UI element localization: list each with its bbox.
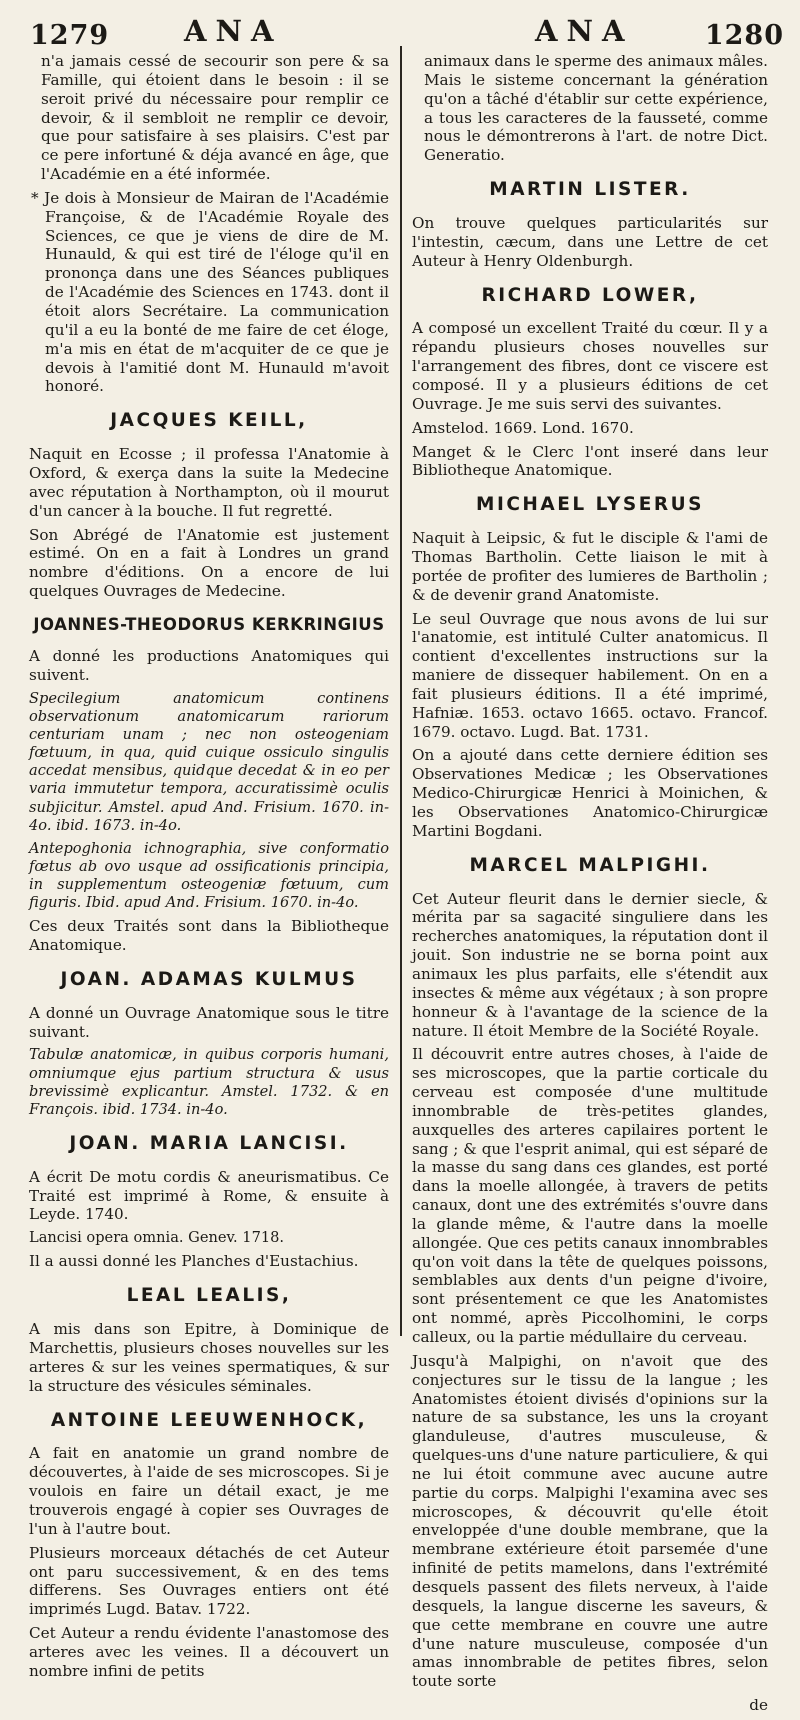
entry-paragraph: Amstelod. 1669. Lond. 1670.	[412, 418, 634, 437]
right-page-number: 1280	[704, 20, 784, 51]
catchword: de	[749, 1696, 768, 1715]
entry-paragraph: A fait en anatomie un grand nombre de découvertes, à l'aide de ses microscopes. Si je voulois en faire un détail exact, je me trouverois engagé à copier ses Ouvrages de l'un à l'autre bout.	[29, 1444, 389, 1538]
entry-heading: ANTOINE LEEUWENHOCK,	[50, 1409, 368, 1431]
entry-heading: LEAL LEALIS,	[126, 1285, 292, 1307]
entry-heading: RICHARD LOWER,	[481, 284, 699, 306]
entry-heading: MARTIN LISTER.	[489, 179, 691, 201]
entry-paragraph: Jusqu'à Malpighi, on n'avoit que des conjectures sur le tissu de la langue ; les Anatomistes étoient divisés d'opinions sur la nature de sa substance, les uns la croyant glanduleuse, d'autres musculeuse, & quelques-uns d'une nature particuliere, & qui ne lui étoit commune avec aucune autre partie du corps. Malpighi l'examina avec ses microscopes, & découvrit qu'elle étoit enveloppée d'une double membrane, que la membrane extérieure étoit parsemée d'une infinité de petits mamelons, dans l'extrémité desquels passent des filets nerveux, à l'aide desquels, la langue discerne les saveurs, & que cette membrane en couvre une autre d'une nature musculeuse, composée d'un amas innombrable de petites fibres, selon toute sorte	[412, 1351, 768, 1691]
continued-paragraph: n'a jamais cessé de secourir son pere & sa Famille, qui étoient dans le besoin : il se seroit privé du nécessaire pour remplir ce devoir, & il sembloit ne remplir ce devoir, que pour satisfaire à ses plaisirs. C'est par ce pere infortuné & déja avancé en âge, que l'Académie en a été informée.	[41, 52, 389, 184]
entry-paragraph: Plusieurs morceaux détachés de cet Auteur ont paru successivement, & en des tems differens. Ses Ouvrages entiers ont été imprimés Lugd. Batav. 1722.	[29, 1543, 389, 1619]
left-column	[29, 52, 389, 1686]
entry-paragraph: On a ajouté dans cette derniere édition ses Observationes Medicæ ; les Observationes Medico-Chirurgicæ Henrici à Moinichen, & les Observationes Anatomico-Chirurgicæ Martini Bogdani.	[412, 746, 768, 840]
left-page-number: 1279	[30, 20, 110, 51]
entry-heading: MARCEL MALPIGHI.	[469, 854, 711, 876]
entry-paragraph: Naquit à Leipsic, & fut le disciple & l'ami de Thomas Bartholin. Cette liaison le mit à portée de profiter des lumieres de Bartholin ; & de devenir grand Anatomiste.	[412, 529, 768, 604]
entry-paragraph: A mis dans son Epitre, à Dominique de Marchettis, plusieurs choses nouvelles sur les arteres & sur les veines spermatiques, & sur la structure des vésicules séminales.	[29, 1320, 389, 1395]
entry-paragraph: Cet Auteur fleurit dans le dernier siecle, & mérita par sa sagacité singuliere dans les recherches anatomiques, la réputation dont il jouit. Son industrie ne se borna point aux animaux les plus parfaits, elle s'étendit aux insectes & même aux végétaux ; à son propre honneur & à l'avantage de la science de la nature. Il étoit Membre de la Société Royale.	[412, 889, 768, 1040]
entry-heading: JOAN. MARIA LANCISI.	[69, 1132, 349, 1154]
entry-paragraph: Lancisi opera omnia. Genev. 1718.	[29, 1229, 285, 1247]
right-column	[412, 52, 768, 1720]
entry-paragraph: On trouve quelques particularités sur l'intestin, cæcum, dans une Lettre de cet Auteur à Henry Oldenburgh.	[412, 214, 768, 270]
entry-heading: JACQUES KEILL,	[110, 410, 308, 432]
entry-paragraph: A donné un Ouvrage Anatomique sous le titre suivant.	[29, 1003, 389, 1041]
entry-paragraph: Le seul Ouvrage que nous avons de lui sur l'anatomie, est intitulé Culter anatomicus. Il contient d'excellentes instructions sur la maniere de dissequer habilement. On en a fait plusieurs éditions. Il a été imprimé, Hafniæ. 1653. octavo 1665. octavo. Francof. 1679. octavo. Lugd. Bat. 1731.	[412, 609, 768, 741]
entry-paragraph: Ces deux Traités sont dans la Bibliotheque Anatomique.	[29, 917, 389, 954]
entry-paragraph: Manget & le Clerc l'ont inseré dans leur Bibliotheque Anatomique.	[412, 442, 768, 480]
entry-paragraph: Cet Auteur a rendu évidente l'anastomose des arteres avec les veines. Il a découvert un nombre infini de petits	[29, 1624, 389, 1680]
page-header	[0, 0, 800, 52]
entry-heading: JOANNES-THEODORUS KERKRINGIUS	[33, 614, 385, 634]
entry-paragraph: A écrit De motu cordis & aneurismatibus. Ce Traité est imprimé à Rome, & ensuite à Leyde. 1740.	[29, 1167, 389, 1224]
entry-paragraph: Son Abrégé de l'Anatomie est justement estimé. On en a fait à Londres un grand nombre d'éditions. On a encore de lui quelques Ouvrages de Medecine.	[29, 525, 389, 601]
footnote: * Je dois à Monsieur de Mairan de l'Académie Françoise, & de l'Académie Royale des Sciences, ce que je viens de dire de M. Hunauld, & qui est tiré de l'éloge qu'il en prononça dans une des Séances publiques de l'Académie des Sciences en 1743. dont il étoit alors Secrétaire. La communication qu'il a eu la bonté de me faire de cet éloge, m'a mis en état de m'acquiter de ce que je devois à l'amitié dont M. Hunauld m'avoit honoré.	[31, 188, 389, 396]
entry-paragraph: A donné les productions Anatomiques qui suivent.	[29, 647, 389, 685]
left-running-title: ANA	[184, 14, 283, 48]
entry-paragraph: Naquit en Ecosse ; il professa l'Anatomie à Oxford, & exerça dans la suite la Medecine avec réputation à Northampton, où il mourut d'un cancer à la bouche. Il fut regretté.	[29, 445, 389, 520]
continued-paragraph: animaux dans le sperme des animaux mâles. Mais le sisteme concernant la génération qu'on a tâché d'établir sur cette expérience, a tous les caracteres de la fausseté, comme nous le démontrerons à l'art. de notre Dict. Generatio.	[424, 52, 768, 165]
entry-paragraph: Il découvrit entre autres choses, à l'aide de ses microscopes, que la partie corticale du cerveau est composée d'une multitude innombrable de très-petites glandes, auxquelles des arteres capilaires portent le sang ; & que l'esprit animal, qui est séparé de la masse du sang dans ces glandes, est porté dans la moelle allongée, à travers de petits canaux, dont une des extrémités s'ouvre dans la glande même, & l'autre dans la moelle allongée. Que ces petits canaux innombrables qu'on voit dans la tête de quelques poissons, semblables aux dents d'un peigne d'ivoire, sont présentement ce que les Anatomistes ont nommé, après Piccolhomini, le corps calleux, ou la partie médullaire du cerveau.	[412, 1045, 768, 1346]
entry-heading: MICHAEL LYSERUS	[476, 494, 704, 516]
entry-paragraph: Il a aussi donné les Planches d'Eustachius.	[29, 1252, 359, 1271]
bibliographic-citation: Tabulæ anatomicæ, in quibus corporis humani, omniumque ejus partium structura & usus brevissimè explicantur. Amstel. 1732. & en François. ibid. 1734. in-4o.	[29, 1046, 389, 1118]
column-divider	[400, 46, 402, 1336]
entry-paragraph: A composé un excellent Traité du cœur. Il y a répandu plusieurs choses nouvelles sur l'arrangement des fibres, dont ce viscere est composé. Il y a plusieurs éditions de cet Ouvrage. Je me suis servi des suivantes.	[412, 319, 768, 413]
bibliographic-citation: Antepoghonia ichnographia, sive conformatio fœtus ab ovo usque ad ossificationis principia, in supplementum osteogeniæ fœtuum, cum figuris. Ibid. apud And. Frisium. 1670. in-4o.	[29, 839, 389, 912]
entry-heading: JOAN. ADAMAS KULMUS	[60, 968, 358, 990]
bibliographic-citation: Specilegium anatomicum continens observationum anatomicarum rariorum centuriam unam ; nec non osteogeniam fœtuum, in qua, quid cuique ossiculo singulis accedat mensibus, quidque decedat & in eo per varia immutetur tempora, accuratissimè oculis subjicitur. Amstel. apud And. Frisium. 1670. in-4o. ibid. 1673. in-4o.	[29, 690, 389, 834]
right-running-title: ANA	[535, 14, 634, 48]
